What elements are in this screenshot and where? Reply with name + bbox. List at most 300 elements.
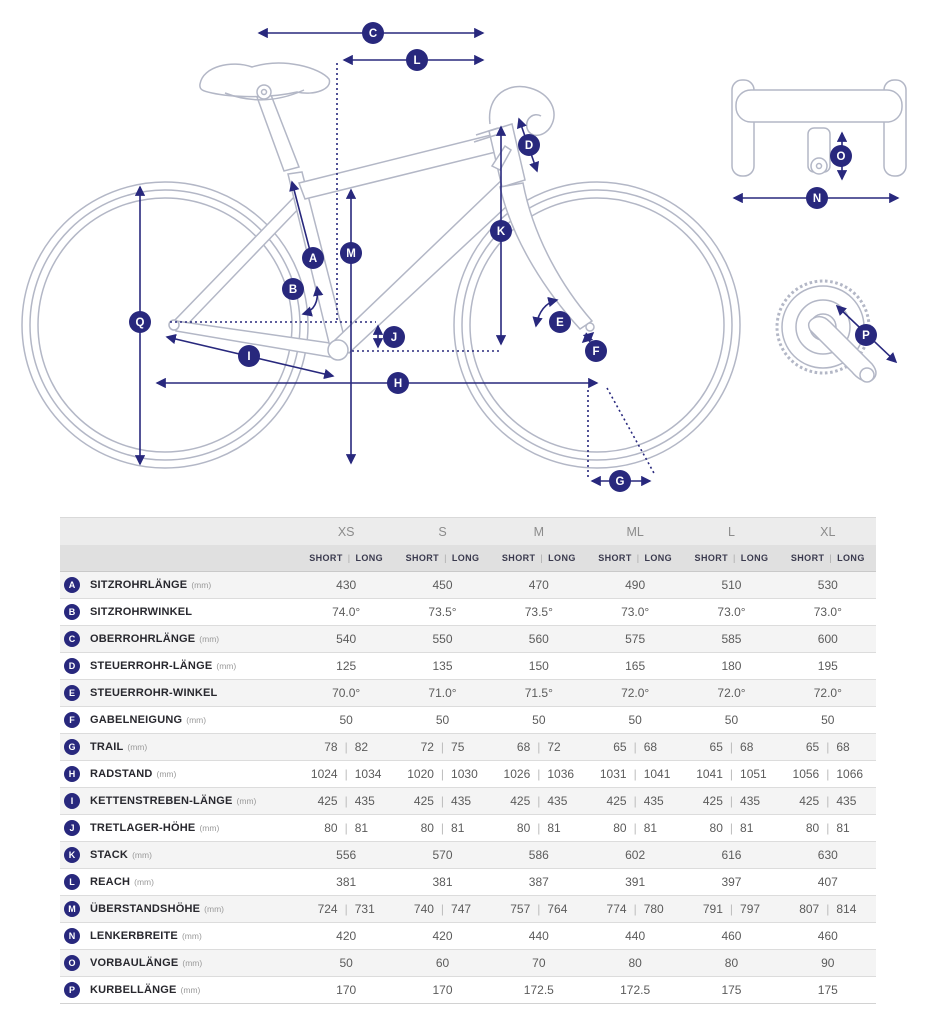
size-column-header: M [533,524,545,539]
long-label: LONG [740,553,769,563]
badge-n-icon: N [64,928,80,944]
size-value-cell [780,632,876,646]
row-label: STACK [90,849,129,861]
value: 73.0° [717,605,746,619]
size-value-cell [394,794,490,808]
badge-k-icon [490,220,512,242]
separator-pipe: | [829,553,833,563]
svg-text:G: G [615,476,625,488]
value: 450 [432,578,453,592]
row-label: SITZROHRLÄNGE [90,579,188,591]
table-row [60,787,876,814]
row-label: KETTENSTREBEN-LÄNGE [90,795,233,807]
value: 420 [336,929,357,943]
value: 72 [420,740,434,754]
size-value-cell [780,578,876,592]
size-value-cell [298,578,394,592]
value: 1041 [696,767,723,781]
badge-f-icon: F [64,712,80,728]
separator-pipe: | [540,553,544,563]
value: 435 [451,794,472,808]
value: 73.5° [524,605,553,619]
short-long-header-row [60,545,876,571]
row-unit: (mm) [216,661,237,671]
svg-text:H: H [393,378,403,390]
size-value-cell [491,632,587,646]
row-label: GABELNEIGUNG [90,714,183,726]
value: 616 [721,848,742,862]
size-value-cell [683,848,779,862]
size-value-cell [780,794,876,808]
table-row [60,625,876,652]
size-value-cell [298,605,394,619]
value: 585 [721,632,742,646]
size-value-cell [394,659,490,673]
badge-c-icon: C [64,631,80,647]
separator-pipe: | [344,902,348,916]
value: 72 [547,740,561,754]
svg-text:P: P [862,330,870,342]
separator-pipe: | [537,902,541,916]
row-unit: (mm) [236,796,257,806]
value: 747 [451,902,472,916]
separator-pipe: | [729,902,734,916]
separator-pipe: | [537,821,541,835]
value: 490 [625,578,646,592]
size-value-cell [491,767,587,781]
separator-pipe: | [344,794,348,808]
row-label-cell [60,577,298,593]
value: 575 [625,632,646,646]
measure-g-arrow [588,388,655,481]
value: 150 [528,659,549,673]
value: 435 [354,794,375,808]
value: 1056 [792,767,820,781]
size-value-cell [587,956,683,970]
size-value-cell [780,956,876,970]
table-row [60,895,876,922]
separator-pipe: | [729,767,734,781]
svg-text:K: K [496,226,506,238]
geometry-table-body [60,571,876,1004]
svg-text:N: N [812,193,822,205]
short-label: SHORT [501,553,536,563]
value: 731 [354,902,375,916]
size-value-cell [683,578,779,592]
separator-pipe: | [440,794,445,808]
value: 72.0° [813,686,842,700]
size-value-cell [394,902,490,916]
separator-pipe: | [633,902,637,916]
value: 381 [336,875,357,889]
row-label: VORBAULÄNGE [90,957,179,969]
value: 73.5° [428,605,457,619]
badge-h-icon: H [64,766,80,782]
table-row [60,760,876,787]
row-unit: (mm) [132,850,152,860]
size-value-cell [298,821,394,835]
value: 80 [516,821,531,835]
svg-text:L: L [413,55,421,67]
value: 80 [628,956,642,970]
value: 68 [740,740,754,754]
row-unit: (mm) [181,931,202,941]
separator-pipe: | [826,794,830,808]
badge-j-icon [383,326,405,348]
value: 180 [721,659,742,673]
row-unit: (mm) [204,904,224,914]
badge-n-icon [806,187,828,209]
value: 65 [709,740,723,754]
value: 586 [528,848,549,862]
size-value-cell [298,902,394,916]
value: 435 [740,794,761,808]
value: 774 [606,902,627,916]
value: 560 [528,632,549,646]
value: 460 [721,929,742,943]
separator-pipe: | [826,902,830,916]
size-value-cell [491,983,587,997]
value: 1030 [451,767,478,781]
size-value-cell [683,659,779,673]
row-unit: (mm) [182,958,203,968]
separator-pipe: | [344,821,348,835]
size-value-cell [780,821,876,835]
size-value-cell [587,929,683,943]
table-row [60,571,876,598]
value: 550 [432,632,453,646]
value: 50 [532,713,546,727]
badge-d-icon: D [64,658,80,674]
value: 807 [799,902,820,916]
separator-pipe: | [440,902,445,916]
row-label-cell [60,766,298,782]
value: 540 [336,632,357,646]
size-value-cell [491,794,587,808]
long-label: LONG [837,553,865,563]
value: 71.5° [524,686,553,700]
badge-g-icon [609,470,631,492]
value: 172.5 [620,983,651,997]
value: 470 [528,578,549,592]
short-label: SHORT [790,553,825,563]
value: 175 [817,983,838,997]
row-unit: (mm) [186,715,207,725]
saddle [200,63,330,171]
svg-text:A: A [308,253,318,265]
value: 81 [451,821,465,835]
row-label-cell [60,685,298,701]
size-value-cell [683,713,779,727]
value: 425 [702,794,723,808]
size-value-cell [298,713,394,727]
size-column-header: ML [626,524,644,539]
rear-wheel [22,182,308,468]
table-row [60,949,876,976]
value: 440 [528,929,549,943]
row-unit: (mm) [134,877,154,887]
measure-f-arrow [583,333,593,342]
value: 435 [836,794,857,808]
badge-o-icon: O [64,955,80,971]
badge-d-icon [518,134,540,156]
badge-e-icon [549,311,571,333]
row-unit: (mm) [180,985,201,995]
size-value-cell [491,605,587,619]
short-label: SHORT [694,553,729,563]
value: 175 [721,983,742,997]
row-label-cell [60,955,298,971]
row-label: REACH [90,876,131,888]
value: 435 [547,794,568,808]
value: 65 [805,740,820,754]
svg-text:I: I [247,351,251,363]
row-label-cell [60,658,298,674]
svg-text:C: C [368,28,378,40]
short-long-header-cell [491,553,587,563]
size-value-cell [298,875,394,889]
value: 73.0° [621,605,650,619]
value: 50 [628,713,642,727]
size-value-cell [491,956,587,970]
size-value-cell [683,605,779,619]
row-label: SITZROHRWINKEL [90,606,193,618]
value: 397 [721,875,742,889]
row-label: LENKERBREITE [90,930,178,942]
value: 381 [432,875,453,889]
row-label-cell [60,847,298,863]
value: 600 [817,632,838,646]
long-label: LONG [355,553,384,563]
badge-g-icon: G [64,739,80,755]
value: 602 [625,848,646,862]
table-row [60,976,876,1004]
value: 1036 [547,767,575,781]
value: 1034 [354,767,382,781]
size-column-header: S [438,524,447,539]
size-value-cell [298,632,394,646]
separator-pipe: | [826,740,830,754]
value: 90 [821,956,835,970]
size-value-cell [683,902,779,916]
value: 80 [724,956,739,970]
value: 425 [317,794,338,808]
badge-i-icon [238,345,260,367]
size-value-cell [683,929,779,943]
value: 425 [413,794,434,808]
value: 420 [432,929,453,943]
size-value-cell [780,767,876,781]
size-value-cell [683,875,779,889]
short-label: SHORT [598,553,632,563]
svg-text:D: D [524,140,534,152]
size-value-cell [587,740,683,754]
badge-j-icon: J [64,820,80,836]
badge-h-icon [387,372,409,394]
size-value-cell [587,902,683,916]
value: 170 [432,983,453,997]
size-value-cell [298,956,394,970]
value: 81 [643,821,658,835]
badge-a-icon: A [64,577,80,593]
separator-pipe: | [733,553,736,563]
svg-text:E: E [556,317,564,329]
size-value-cell [587,767,683,781]
size-value-cell [394,713,490,727]
short-label: SHORT [309,553,343,563]
separator-pipe: | [826,767,830,781]
size-value-cell [587,713,683,727]
size-value-cell [587,659,683,673]
value: 391 [625,875,646,889]
value: 1020 [407,767,434,781]
size-value-cell [683,956,779,970]
value: 510 [721,578,742,592]
size-value-cell [394,605,490,619]
row-label-cell [60,712,298,728]
row-label-cell [60,928,298,944]
separator-pipe: | [440,740,445,754]
row-unit: (mm) [199,823,220,833]
row-label-cell [60,874,298,890]
row-unit: (mm) [127,742,148,752]
handlebar-top-view [732,80,906,176]
svg-text:M: M [346,248,356,260]
size-value-cell [587,848,683,862]
size-value-cell [491,659,587,673]
size-value-cell [298,659,394,673]
separator-pipe: | [344,767,348,781]
size-value-cell [683,821,779,835]
value: 1031 [599,767,627,781]
value: 50 [339,713,353,727]
badge-l-icon [406,49,428,71]
value: 757 [510,902,531,916]
separator-pipe: | [636,553,640,563]
size-value-cell [298,929,394,943]
bike-geometry-diagram [0,0,936,512]
short-long-header-cell [298,553,394,563]
svg-text:F: F [592,346,600,358]
value: 73.0° [813,605,842,619]
long-label: LONG [548,553,576,563]
size-value-cell [587,875,683,889]
table-row [60,733,876,760]
row-label: TRAIL [90,741,124,753]
value: 68 [836,740,850,754]
size-value-cell [683,983,779,997]
badge-p-icon: P [64,982,80,998]
row-unit: (mm) [156,769,177,779]
value: 81 [836,821,850,835]
separator-pipe: | [633,767,637,781]
row-label: STEUERROHR-WINKEL [90,687,218,699]
badge-e-icon: E [64,685,80,701]
short-long-header-cell [587,553,683,563]
value: 1066 [836,767,864,781]
row-label: STEUERROHR-LÄNGE [90,660,213,672]
size-column-header: XS [337,524,355,539]
value: 72.0° [621,686,650,700]
long-label: LONG [451,553,480,563]
separator-pipe: | [344,740,348,754]
value: 407 [817,875,838,889]
badge-q-icon [129,311,151,333]
size-value-cell [587,578,683,592]
value: 740 [413,902,434,916]
short-label: SHORT [405,553,440,563]
badge-m-icon: M [64,901,80,917]
badge-a-icon [302,247,324,269]
value: 74.0° [332,605,361,619]
value: 780 [643,902,664,916]
value: 50 [821,713,835,727]
value: 81 [547,821,561,835]
size-value-cell [394,632,490,646]
value: 570 [432,848,453,862]
table-row [60,679,876,706]
value: 80 [420,821,434,835]
value: 82 [354,740,369,754]
row-label-cell [60,739,298,755]
badge-c-icon [362,22,384,44]
size-column-header: XL [820,524,836,539]
size-value-cell [394,983,490,997]
size-value-cell [394,848,490,862]
size-value-cell [587,605,683,619]
separator-pipe: | [440,821,445,835]
value: 65 [613,740,627,754]
value: 1051 [740,767,767,781]
value: 78 [324,740,338,754]
size-value-cell [587,686,683,700]
value: 80 [613,821,627,835]
size-value-cell [491,875,587,889]
size-value-cell [780,659,876,673]
size-header-row [60,517,876,545]
row-label-cell [60,631,298,647]
table-row [60,841,876,868]
row-label-cell [60,982,298,998]
frame [169,124,594,360]
separator-pipe: | [729,740,734,754]
badge-b-icon [282,278,304,300]
badge-f-icon [585,340,607,362]
size-value-cell [780,875,876,889]
size-value-cell [780,902,876,916]
row-label-cell [60,793,298,809]
value: 724 [317,902,338,916]
table-row [60,922,876,949]
geometry-table [60,517,876,1004]
size-value-cell [587,821,683,835]
separator-pipe: | [633,740,637,754]
size-value-cell [587,983,683,997]
size-value-cell [780,983,876,997]
size-value-cell [780,848,876,862]
size-value-cell [394,956,490,970]
size-value-cell [394,686,490,700]
value: 172.5 [523,983,554,997]
value: 81 [740,821,754,835]
value: 50 [339,956,353,970]
value: 135 [432,659,453,673]
value: 81 [354,821,369,835]
size-value-cell [587,794,683,808]
size-value-cell [683,686,779,700]
size-value-cell [394,929,490,943]
value: 435 [643,794,664,808]
